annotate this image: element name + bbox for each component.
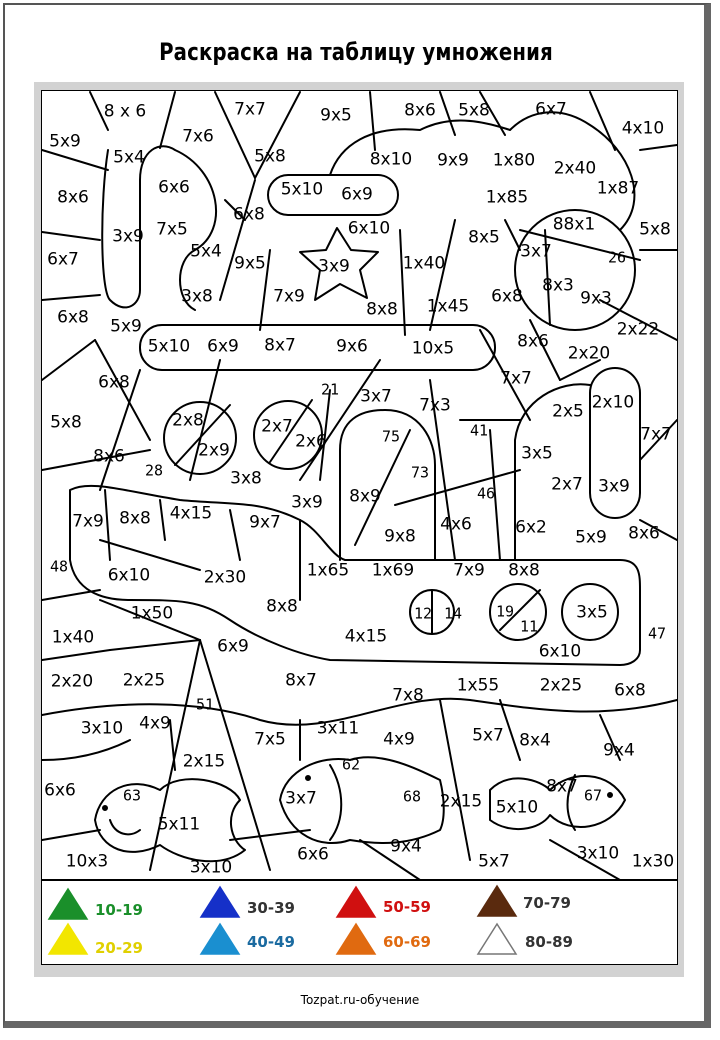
problem-label: 5x8 [50, 412, 82, 433]
region-line [640, 145, 677, 150]
problem-label: 7x8 [392, 685, 424, 706]
legend-label: 50-59 [383, 898, 431, 916]
problem-label: 9x4 [390, 836, 422, 857]
problem-label: 2x30 [203, 567, 247, 588]
problem-label: 10x5 [411, 338, 455, 359]
problem-label: 5x4 [113, 147, 145, 168]
problem-label: 3x11 [316, 718, 360, 739]
problem-label: 4x6 [440, 514, 472, 535]
problem-label: 3x7 [360, 386, 392, 407]
problem-label: 5x8 [458, 100, 490, 121]
tank-line [230, 510, 240, 560]
problem-label: 3x9 [291, 492, 323, 513]
problem-label: 9x9 [437, 150, 469, 171]
problem-label: 7x3 [419, 395, 451, 416]
problem-label: 8x7 [546, 776, 578, 797]
problem-label: 6x10 [538, 641, 582, 662]
problem-label: 3x8 [230, 468, 262, 489]
problem-label: 63 [122, 786, 142, 805]
problem-label: 5x10 [495, 797, 539, 818]
problem-label: 6x6 [44, 780, 76, 801]
problem-label: 6x10 [347, 218, 391, 239]
problem-label: 7x5 [254, 729, 286, 750]
problem-label: 3x10 [576, 843, 620, 864]
problem-label: 14 [443, 604, 463, 623]
problem-label: 2x15 [439, 791, 483, 812]
problem-label: 2x20 [567, 343, 611, 364]
problem-label: 6x7 [47, 249, 79, 270]
problem-label: 8 x 6 [103, 101, 147, 122]
problem-label: 9x3 [580, 288, 612, 309]
problem-label: 9x4 [603, 740, 635, 761]
problem-label: 9x8 [384, 526, 416, 547]
tank-line [105, 490, 110, 560]
problem-label: 11 [519, 617, 539, 636]
problem-label: 12 [413, 604, 433, 623]
problem-label: 3x10 [189, 857, 233, 878]
problem-label: 68 [402, 787, 422, 806]
region-line [42, 232, 100, 240]
problem-label: 1x40 [402, 253, 446, 274]
region-line [370, 92, 375, 150]
legend-triangle-50-59 [337, 887, 375, 917]
problem-label: 6x6 [158, 177, 190, 198]
problem-label: 6x9 [217, 636, 249, 657]
region-line [42, 340, 95, 380]
region-line [160, 92, 175, 148]
problem-label: 73 [410, 463, 430, 482]
problem-label: 5x4 [190, 241, 222, 262]
problem-label: 8x7 [285, 670, 317, 691]
problem-label: 4x9 [139, 713, 171, 734]
problem-label: 2x9 [198, 440, 230, 461]
problem-label: 2x25 [539, 675, 583, 696]
region-line [42, 150, 108, 170]
problem-label: 2x22 [616, 319, 660, 340]
legend-triangle-70-79 [478, 886, 516, 916]
problem-label: 3x8 [181, 286, 213, 307]
problem-label: 1x69 [371, 560, 415, 581]
problem-label: 5x8 [254, 146, 286, 167]
problem-label: 1x40 [51, 627, 95, 648]
region-line [440, 92, 455, 135]
problem-label: 2x5 [552, 401, 584, 422]
problem-label: 7x9 [72, 511, 104, 532]
region-line [42, 295, 100, 300]
problem-label: 1x65 [306, 560, 350, 581]
legend-triangle-80-89 [478, 924, 516, 954]
problem-label: 6x9 [341, 184, 373, 205]
problem-label: 3x10 [80, 718, 124, 739]
problem-label: 1x50 [130, 603, 174, 624]
problem-label: 8x6 [628, 523, 660, 544]
problem-label: 3x5 [521, 443, 553, 464]
problem-label: 3x5 [576, 602, 608, 623]
region-line [42, 590, 100, 600]
problem-label: 8x6 [93, 446, 125, 467]
problem-label: 8x8 [266, 596, 298, 617]
fish-2-eye [306, 776, 310, 780]
problem-label: 6x10 [107, 565, 151, 586]
problem-label: 51 [195, 695, 215, 714]
problem-label: 7x7 [234, 99, 266, 120]
region-line [440, 700, 470, 860]
problem-label: 4x9 [383, 729, 415, 750]
problem-label: 2x25 [122, 670, 166, 691]
problem-label: 5x9 [110, 316, 142, 337]
problem-label: 2x7 [551, 474, 583, 495]
problem-label: 2x20 [50, 671, 94, 692]
fish-2-line [330, 765, 341, 840]
region-line [400, 230, 405, 335]
legend-label: 80-89 [525, 933, 573, 951]
problem-label: 8x5 [468, 227, 500, 248]
problem-label: 6x2 [515, 517, 547, 538]
problem-label: 8x8 [119, 508, 151, 529]
fish-3-eye [608, 793, 612, 797]
problem-label: 8x6 [404, 100, 436, 121]
problem-label: 10x3 [65, 851, 109, 872]
problem-label: 7x7 [640, 424, 672, 445]
problem-label: 6x8 [57, 307, 89, 328]
problem-label: 6x8 [98, 372, 130, 393]
problem-label: 46 [476, 484, 496, 503]
problem-label: 6x8 [614, 680, 646, 701]
problem-label: 7x9 [453, 560, 485, 581]
legend-label: 10-19 [95, 901, 143, 919]
problem-label: 7x7 [500, 368, 532, 389]
problem-label: 4x15 [169, 503, 213, 524]
problem-label: 6x8 [491, 286, 523, 307]
tank-line [160, 500, 165, 540]
problem-label: 8x10 [369, 149, 413, 170]
problem-label: 67 [583, 786, 603, 805]
fish-1-eye [103, 806, 107, 810]
problem-label: 19 [495, 602, 515, 621]
problem-label: 7x9 [273, 286, 305, 307]
problem-label: 3x7 [285, 788, 317, 809]
problem-label: 7x5 [156, 219, 188, 240]
page-title: Раскраска на таблицу умножения [159, 38, 553, 66]
legend-label: 40-49 [247, 933, 295, 951]
legend-triangle-20-29 [49, 924, 87, 954]
problem-label: 21 [320, 380, 340, 399]
problem-label: 47 [647, 624, 667, 643]
problem-label: 8x6 [517, 331, 549, 352]
region-line [42, 650, 110, 660]
problem-label: 5x11 [157, 814, 201, 835]
problem-label: 1x80 [492, 150, 536, 171]
region-line [110, 640, 200, 650]
problem-label: 8x6 [57, 187, 89, 208]
problem-label: 3x9 [318, 256, 350, 277]
problem-label: 8x4 [519, 730, 551, 751]
problem-label: 8x7 [264, 335, 296, 356]
problem-label: 5x10 [280, 179, 324, 200]
problem-label: 8x8 [366, 299, 398, 320]
problem-label: 9x7 [249, 512, 281, 533]
problem-label: 9x5 [320, 105, 352, 126]
legend-label: 20-29 [95, 939, 143, 957]
problem-label: 2x40 [553, 158, 597, 179]
problem-label: 5x7 [478, 851, 510, 872]
problem-label: 8x9 [349, 486, 381, 507]
problem-label: 88x1 [552, 214, 596, 235]
problem-label: 8x3 [542, 275, 574, 296]
problem-label: 2x8 [172, 410, 204, 431]
problem-label: 2x6 [295, 431, 327, 452]
legend-triangle-60-69 [337, 924, 375, 954]
problem-label: 6x8 [233, 204, 265, 225]
problem-label: 3x7 [520, 241, 552, 262]
problem-label: 1x30 [631, 851, 675, 872]
problem-label: 1x87 [596, 178, 640, 199]
problem-label: 5x9 [575, 527, 607, 548]
legend-label: 30-39 [247, 899, 295, 917]
region-line [220, 180, 255, 300]
problem-label: 5x8 [639, 219, 671, 240]
problem-label: 26 [607, 248, 627, 267]
region-line [505, 220, 520, 250]
problem-label: 1x55 [456, 675, 500, 696]
problem-label: 2x10 [591, 392, 635, 413]
problem-label: 28 [144, 461, 164, 480]
problem-label: 4x15 [344, 626, 388, 647]
legend-label: 60-69 [383, 933, 431, 951]
problem-label: 6x7 [535, 99, 567, 120]
legend-triangle-30-39 [201, 887, 239, 917]
problem-label: 6x6 [297, 844, 329, 865]
problem-label: 5x10 [147, 336, 191, 357]
problem-label: 2x15 [182, 751, 226, 772]
problem-label: 48 [49, 557, 69, 576]
legend-triangle-10-19 [49, 889, 87, 919]
region-line [42, 830, 100, 840]
problem-label: 75 [381, 427, 401, 446]
region-line [42, 740, 130, 760]
problem-label: 1x45 [426, 296, 470, 317]
problem-label: 3x9 [112, 226, 144, 247]
problem-label: 62 [341, 755, 361, 774]
problem-label: 1x85 [485, 187, 529, 208]
problem-label: 5x9 [49, 131, 81, 152]
problem-label: 6x9 [207, 336, 239, 357]
legend-triangle-40-49 [201, 924, 239, 954]
legend-label: 70-79 [523, 894, 571, 912]
problem-label: 41 [469, 421, 489, 440]
problem-label: 8x8 [508, 560, 540, 581]
problem-label: 9x5 [234, 253, 266, 274]
footer-credit: Tozpat.ru-обучение [300, 993, 420, 1007]
problem-label: 4x10 [621, 118, 665, 139]
problem-label: 9x6 [336, 336, 368, 357]
problem-label: 7x6 [182, 126, 214, 147]
problem-label: 5x7 [472, 725, 504, 746]
problem-label: 3x9 [598, 476, 630, 497]
problem-label: 2x7 [261, 416, 293, 437]
fish-1-smile [110, 820, 140, 834]
